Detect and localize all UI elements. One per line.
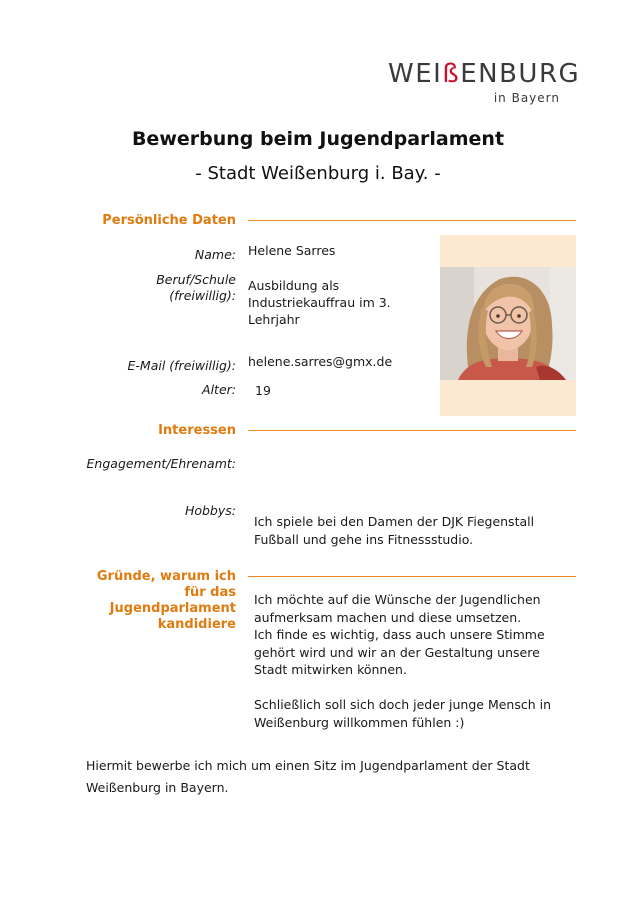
logo-text-start: WEI — [388, 59, 443, 89]
job-value-line-1: Ausbildung als — [248, 278, 340, 293]
section-reasons-heading — [97, 569, 236, 633]
closing-statement — [86, 755, 566, 799]
hobbies-line-1: Ich spiele bei den Damen der DJK Fiegenstall — [254, 514, 535, 529]
logo-wordmark — [388, 59, 581, 89]
job-label-line-1: Beruf/Schule — [156, 272, 236, 287]
reasons-line: gehört wird und wir an der Gestaltung unsere — [254, 644, 540, 660]
reasons-heading-line-4: kandidiere — [157, 617, 236, 632]
section-personal-rule — [248, 220, 576, 221]
reasons-line: Schließlich soll sich doch jeder junge Mensch in — [254, 697, 552, 712]
reasons-heading-line-2: für das — [184, 585, 236, 600]
logo-text-end: ENBURG — [460, 59, 581, 89]
city-logo — [388, 59, 581, 105]
section-reasons-rule — [248, 576, 576, 577]
closing-line-1: Hiermit bewerbe ich mich um einen Sitz im Jugendparlament der Stadt — [86, 758, 530, 773]
section-personal-heading: Persönliche Daten — [102, 213, 236, 228]
email-value: helene.sarres@gmx.de — [248, 354, 393, 369]
logo-subtitle: in Bayern — [493, 91, 560, 105]
reasons-line: Stadt mitwirken können. — [254, 662, 407, 677]
applicant-photo — [440, 267, 576, 380]
reasons-spacer — [254, 679, 551, 697]
job-value-line-2: Industriekauffrau im 3. — [248, 295, 391, 310]
reasons-line: Ich möchte auf die Wünsche der Jugendlichen — [254, 592, 541, 607]
name-value: Helene Sarres — [248, 243, 336, 258]
reasons-heading-line-3: Jugendparlament — [109, 601, 236, 616]
engagement-label: Engagement/Ehrenamt: — [86, 456, 236, 471]
section-interests-heading: Interessen — [158, 423, 236, 438]
section-interests-rule — [248, 430, 576, 431]
page-title: Bewerbung beim Jugendparlament — [131, 128, 505, 150]
reasons-heading-line-1: Gründe, warum ich — [96, 569, 236, 584]
name-label: Name: — [194, 247, 236, 262]
hobbies-value — [254, 513, 534, 548]
job-value-line-3: Lehrjahr — [248, 312, 300, 327]
reasons-line: Ich finde es wichtig, dass auch unsere Stimme — [254, 627, 545, 642]
hobbies-line-2: Fußball und gehe ins Fitnessstudio. — [254, 531, 474, 547]
logo-text-accent: ß — [442, 59, 461, 89]
closing-line-2: Weißenburg in Bayern. — [86, 780, 229, 795]
age-value: 19 — [255, 383, 271, 398]
email-label: E-Mail (freiwillig): — [127, 358, 236, 373]
job-label-line-2: (freiwillig): — [169, 288, 236, 303]
hobbies-label: Hobbys: — [184, 503, 236, 518]
reasons-line: aufmerksam machen und diese umsetzen. — [254, 609, 522, 625]
reasons-line: Weißenburg willkommen fühlen :) — [254, 714, 465, 730]
reasons-text — [254, 591, 551, 731]
age-label: Alter: — [202, 382, 236, 397]
page-subtitle: - Stadt Weißenburg i. Bay. - — [195, 163, 441, 184]
